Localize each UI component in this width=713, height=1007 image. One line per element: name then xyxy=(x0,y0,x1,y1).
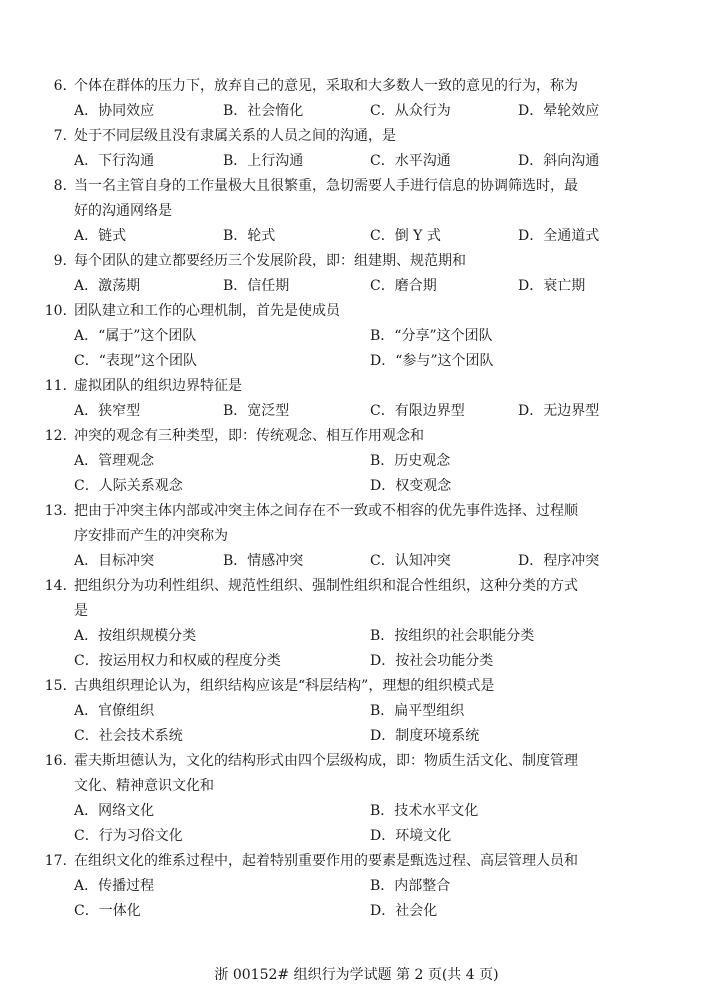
answer-option: C．人际关系观念 xyxy=(74,478,183,494)
page-footer: 浙 00152# 组织行为学试题 第 2 页(共 4 页) xyxy=(214,967,499,983)
answer-option: B．情感冲突 xyxy=(223,553,304,569)
answer-option: D．全通道式 xyxy=(518,228,600,244)
answer-option: A．官僚组织 xyxy=(74,703,155,719)
answer-option: A．“属于”这个团队 xyxy=(74,328,197,344)
answer-option: A．按组织规模分类 xyxy=(74,628,197,644)
question-stem: 是 xyxy=(74,603,88,619)
answer-option: C．行为习俗文化 xyxy=(74,828,183,844)
question-number: 8. xyxy=(53,178,67,194)
answer-option: A．下行沟通 xyxy=(74,153,155,169)
question-stem: 古典组织理论认为，组织结构应该是“科层结构”，理想的组织模式是 xyxy=(74,678,495,694)
question-stem: 霍夫斯坦德认为，文化的结构形式由四个层级构成，即：物质生活文化、制度管理 xyxy=(74,753,578,769)
answer-option: D．按社会功能分类 xyxy=(370,653,494,669)
answer-option: D．“参与”这个团队 xyxy=(370,353,494,369)
answer-option: A．协同效应 xyxy=(74,103,155,119)
question-number: 13. xyxy=(44,503,67,519)
question-number: 17. xyxy=(44,853,67,869)
question-stem: 当一名主管自身的工作量极大且很繁重，急切需要人手进行信息的协调筛选时，最 xyxy=(74,178,578,194)
answer-option: C．有限边界型 xyxy=(370,403,465,419)
question-stem: 在组织文化的维系过程中，起着特别重要作用的要素是甄选过程、高层管理人员和 xyxy=(74,853,578,869)
answer-option: B．信任期 xyxy=(223,278,290,294)
question-number: 12. xyxy=(44,428,67,444)
answer-option: B．上行沟通 xyxy=(223,153,304,169)
answer-option: B．内部整合 xyxy=(370,878,451,894)
question-number: 15. xyxy=(44,678,67,694)
answer-option: B．社会惰化 xyxy=(223,103,304,119)
question-number: 11. xyxy=(44,378,67,394)
question-stem: 把组织分为功利性组织、规范性组织、强制性组织和混合性组织，这种分类的方式 xyxy=(74,578,578,594)
answer-option: B．历史观念 xyxy=(370,453,451,469)
question-stem: 每个团队的建立都要经历三个发展阶段，即：组建期、规范期和 xyxy=(74,253,466,269)
answer-option: D．环境文化 xyxy=(370,828,452,844)
answer-option: B．按组织的社会职能分类 xyxy=(370,628,535,644)
answer-option: B．“分享”这个团队 xyxy=(370,328,493,344)
question-number: 6. xyxy=(53,78,67,94)
question-stem: 团队建立和工作的心理机制，首先是使成员 xyxy=(74,303,340,319)
answer-option: B．扁平型组织 xyxy=(370,703,465,719)
question-stem: 处于不同层级且没有隶属关系的人员之间的沟通，是 xyxy=(74,128,396,144)
answer-option: D．斜向沟通 xyxy=(518,153,600,169)
answer-option: C．从众行为 xyxy=(370,103,451,119)
answer-option: B．宽泛型 xyxy=(223,403,290,419)
answer-option: A．目标冲突 xyxy=(74,553,155,569)
answer-option: D．权变观念 xyxy=(370,478,452,494)
answer-option: A．狭窄型 xyxy=(74,403,141,419)
answer-option: B．技术水平文化 xyxy=(370,803,479,819)
answer-option: D．制度环境系统 xyxy=(370,728,480,744)
answer-option: C．一体化 xyxy=(74,903,141,919)
answer-option: C．磨合期 xyxy=(370,278,437,294)
question-stem: 冲突的观念有三种类型，即：传统观念、相互作用观念和 xyxy=(74,428,424,444)
answer-option: A．管理观念 xyxy=(74,453,155,469)
answer-option: B．轮式 xyxy=(223,228,276,244)
question-number: 14. xyxy=(44,578,67,594)
answer-option: D．衰亡期 xyxy=(518,278,586,294)
question-stem: 好的沟通网络是 xyxy=(74,203,172,219)
answer-option: A．激荡期 xyxy=(74,278,141,294)
question-stem: 文化、精神意识文化和 xyxy=(74,778,214,794)
question-stem: 个体在群体的压力下，放弃自己的意见，采取和大多数人一致的意见的行为，称为 xyxy=(74,78,578,94)
answer-option: A．传播过程 xyxy=(74,878,155,894)
answer-option: C．“表现”这个团队 xyxy=(74,353,198,369)
question-stem: 虚拟团队的组织边界特征是 xyxy=(74,378,242,394)
answer-option: C．社会技术系统 xyxy=(74,728,183,744)
answer-option: D．程序冲突 xyxy=(518,553,600,569)
answer-option: C．按运用权力和权威的程度分类 xyxy=(74,653,281,669)
answer-option: D．晕轮效应 xyxy=(518,103,600,119)
answer-option: D．无边界型 xyxy=(518,403,600,419)
answer-option: C．认知冲突 xyxy=(370,553,451,569)
answer-option: A．网络文化 xyxy=(74,803,155,819)
question-number: 9. xyxy=(53,253,67,269)
question-number: 16. xyxy=(44,753,67,769)
answer-option: C．倒 Y 式 xyxy=(370,228,441,244)
question-number: 10. xyxy=(44,303,67,319)
answer-option: C．水平沟通 xyxy=(370,153,451,169)
question-stem: 序安排而产生的冲突称为 xyxy=(74,528,228,544)
question-number: 7. xyxy=(53,128,67,144)
answer-option: A．链式 xyxy=(74,228,127,244)
question-stem: 把由于冲突主体内部或冲突主体之间存在不一致或不相容的优先事件选择、过程顺 xyxy=(74,503,578,519)
answer-option: D．社会化 xyxy=(370,903,438,919)
